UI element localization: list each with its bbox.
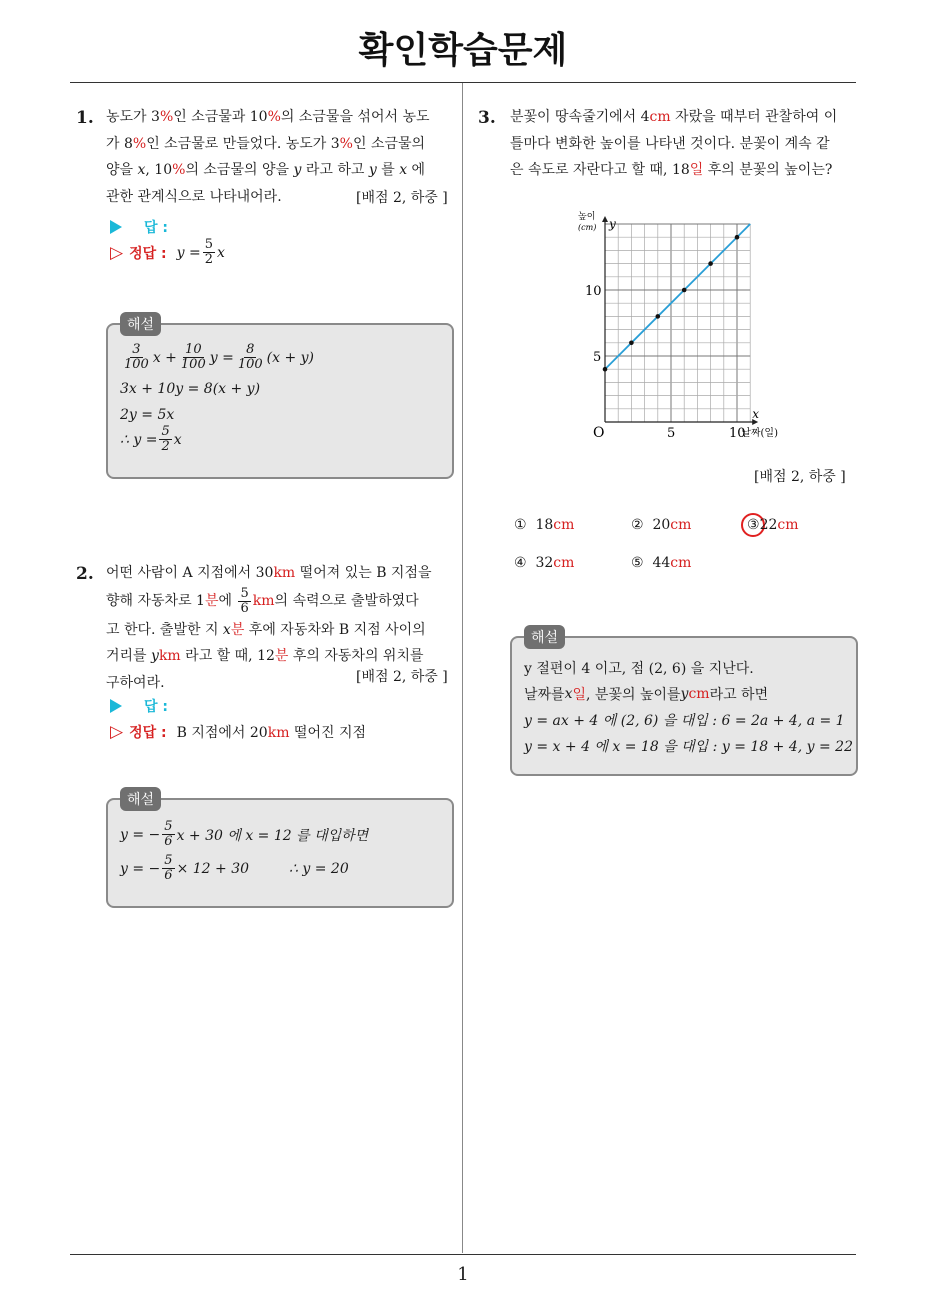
- y-axis-unit: (cm): [578, 223, 597, 232]
- y-axis-arrow: [602, 216, 608, 222]
- origin-label: O: [593, 425, 605, 441]
- play-icon: [110, 699, 122, 713]
- x-tick-label: 10: [729, 426, 746, 441]
- q1-solution-box: [106, 317, 454, 479]
- q1-correct-frac: $\frac{5}{2}$: [204, 237, 213, 267]
- q1-solution-line-1: $\frac{3}{100}$ x + $\frac{10}{100}$ y = $\frac{8}{100}$ (x + y): [124, 342, 315, 372]
- q3-solution-line-1: y 절편이 4 이고, 점 (2, 6) 을 지난다.: [524, 661, 754, 677]
- q1-line-2: 가 8%인 소금물로 만들었다. 농도가 3%인 소금물의: [106, 135, 426, 152]
- q2-answer-label: 답 :: [144, 699, 168, 715]
- q2-line-1: 어떤 사람이 A 지점에서 30km 떨어져 있는 B 지점을: [106, 565, 432, 581]
- y-tick-label: 10: [585, 284, 602, 299]
- y-axis-var: y: [609, 217, 616, 231]
- q3-line-2: 틀마다 변화한 높이를 나타낸 것이다. 분꽃이 계속 같: [510, 135, 830, 152]
- bottom-rule: [70, 1254, 856, 1255]
- q1-line-1: 농도가 3%인 소금물과 10%의 소금물을 섞어서 농도: [106, 109, 430, 125]
- x-tick-label: 5: [667, 426, 676, 441]
- q3-text: [510, 104, 858, 184]
- q1-solution-line-4: ∴ y = $\frac{5}{2}$ x: [120, 424, 182, 454]
- data-point: [629, 341, 634, 346]
- q3-number: 3.: [478, 108, 496, 128]
- q2-correct-label: 정답 :: [129, 725, 167, 741]
- q2-line-4: 거리를 ykm 라고 할 때, 12분 후의 자동차의 위치를: [106, 648, 424, 664]
- page-number: 1: [457, 1264, 469, 1285]
- q3-solution-box: [510, 630, 858, 776]
- q3-score: [배점 2, 하중 ]: [754, 469, 846, 485]
- q1-line-3: 양을 x, 10%의 소금물의 양을 y 라고 하고 y 를 x 에: [106, 162, 426, 178]
- q1-score: [배점 2, 하중 ]: [356, 190, 448, 206]
- q3-line-1: 분꽃이 땅속줄기에서 4cm 자랐을 때부터 관찰하여 이: [510, 109, 838, 125]
- q1-correct-lhs: y =: [176, 244, 201, 261]
- top-rule: [70, 82, 856, 83]
- q3-choice-3[interactable]: ③22cm: [747, 517, 799, 533]
- q1-correct-label: 정답 :: [129, 245, 167, 262]
- chart-grid: [605, 224, 750, 422]
- y-axis-title: 높이: [578, 212, 596, 222]
- q2-line-2: 향해 자동차로 1 분 에 $\frac{5}{6}$ km 의 속력으로 출발하였다: [106, 586, 419, 616]
- data-point: [708, 261, 713, 266]
- q1-line-4: 관한 관계식으로 나타내어라.: [106, 188, 282, 205]
- q2-line-5: 구하여라.: [106, 674, 165, 691]
- y-tick-label: 5: [593, 350, 602, 365]
- q1-answer-row: [110, 217, 168, 237]
- q3-solution-line-3: y = ax + 4 에 (2, 6) 을 대입 : 6 = 2a + 4, a = 1: [524, 713, 845, 729]
- q2-solution-line-1: y = − $\frac{5}{6}$ x + 30 에 x = 12 를 대입하면: [120, 819, 369, 849]
- data-point: [603, 367, 608, 372]
- q3-solution-tag: 해설: [524, 625, 565, 649]
- q3-line-3: 은 속도로 자란다고 할 때, 18일 후의 분꽃의 높이는?: [510, 162, 833, 178]
- column-divider: [462, 83, 463, 1253]
- q3-choice-2[interactable]: ② 20cm: [631, 517, 692, 533]
- data-point: [682, 288, 687, 293]
- q2-correct-text: B 지점에서 20km 떨어진 지점: [176, 725, 367, 741]
- data-point: [735, 235, 740, 240]
- q3-solution-line-4: y = x + 4 에 x = 18 을 대입 : y = 18 + 4, y = 22: [524, 739, 853, 755]
- q1-correct-var: x: [216, 244, 225, 261]
- q2-score: [배점 2, 하중 ]: [356, 669, 448, 685]
- series-line: [605, 224, 750, 369]
- q1-solution-line-2: 3x + 10y = 8(x + y): [120, 381, 261, 397]
- height-growth-chart: [570, 210, 800, 450]
- q2-line-3: 고 한다. 출발한 지 x분 후에 자동차와 B 지점 사이의: [106, 621, 426, 638]
- chart-labels: [578, 210, 778, 441]
- q2-correct-row: [110, 722, 366, 742]
- chart-axes: [602, 216, 758, 425]
- triangle-outline-icon: ▷: [110, 242, 124, 263]
- q2-number: 2.: [76, 564, 94, 584]
- q2-answer-row: [110, 696, 168, 716]
- x-axis-title: 날짜(일): [741, 428, 778, 439]
- x-axis-var: x: [752, 407, 759, 421]
- q1-number: 1.: [76, 108, 94, 128]
- q1-solution-tag: 해설: [120, 312, 161, 336]
- q3-choice-5[interactable]: ⑤ 44cm: [631, 555, 692, 571]
- q1-correct-row: [110, 238, 225, 267]
- q1-solution-line-3: 2y = 5x: [120, 407, 175, 423]
- q2-solution-tag: 해설: [120, 787, 161, 811]
- page-title: 확인학습문제: [358, 30, 568, 71]
- q3-solution-line-2: 날짜를 x 일 , 분꽃의 높이를 y cm 라고 하면: [524, 686, 769, 703]
- play-icon: [110, 220, 122, 234]
- data-point: [656, 314, 661, 319]
- chart-series: [603, 224, 751, 372]
- q2-solution-line-2: y = − $\frac{5}{6}$ × 12 + 30 ∴ y = 20: [120, 853, 349, 883]
- triangle-outline-icon: ▷: [110, 722, 124, 742]
- q1-answer-label: 답 :: [144, 220, 168, 236]
- q3-choice-4[interactable]: ④ 32cm: [514, 555, 575, 571]
- q3-choice-1[interactable]: ① 18cm: [514, 517, 575, 533]
- q2-solution-box: [106, 792, 454, 908]
